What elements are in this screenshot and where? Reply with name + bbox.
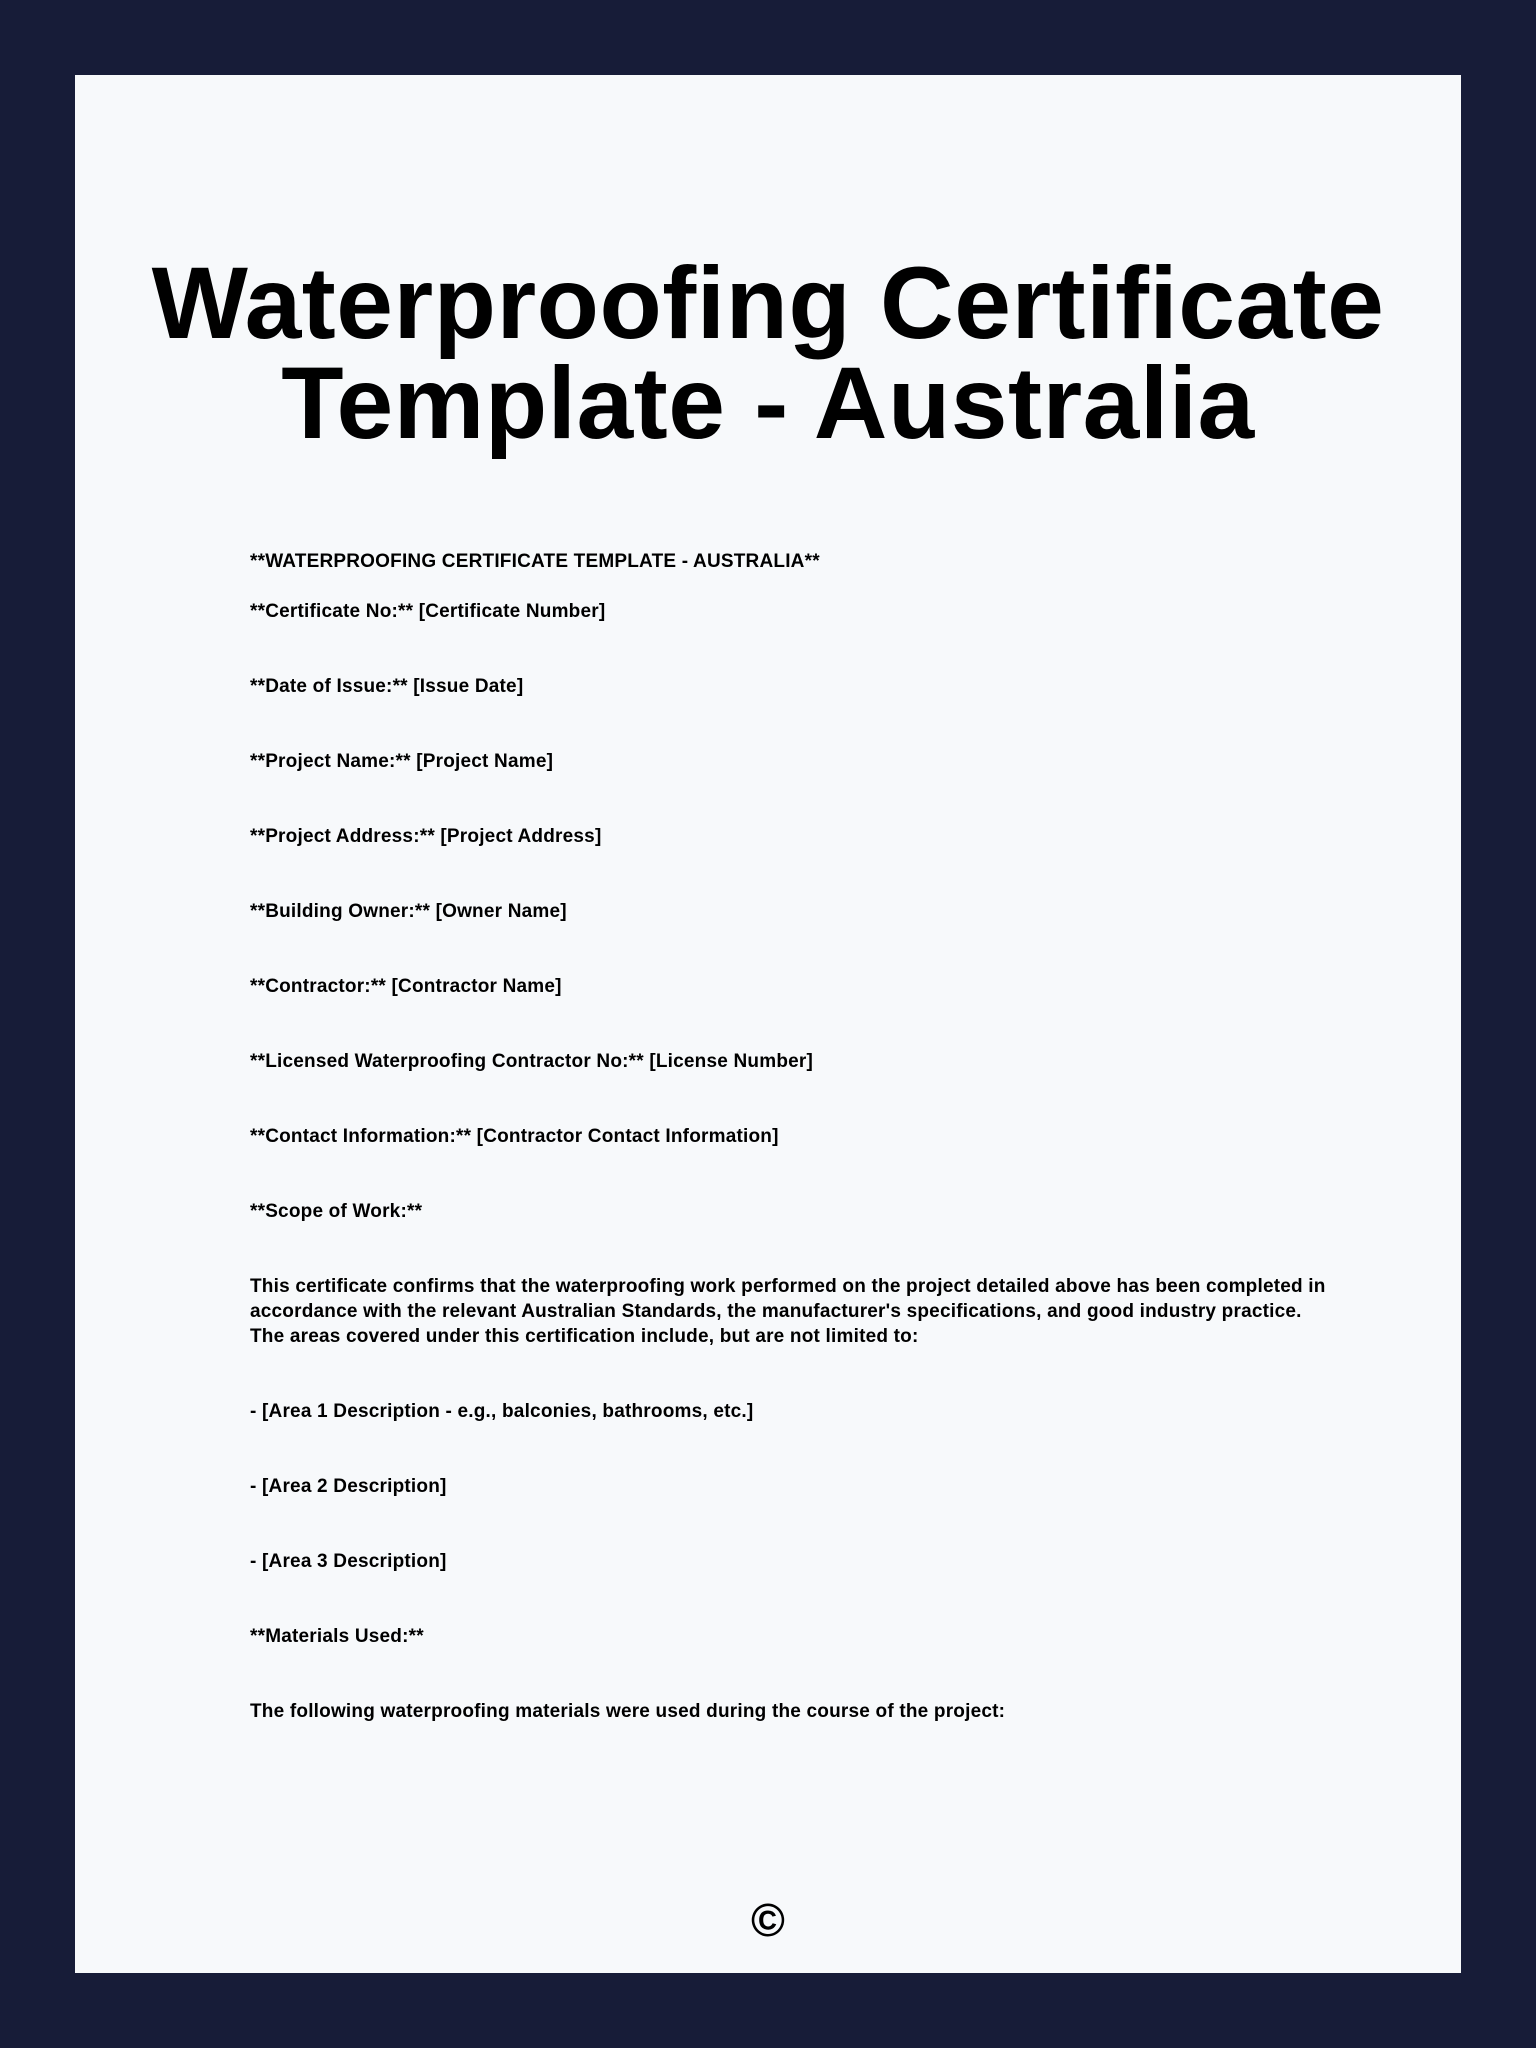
field-project-name: **Project Name:** [Project Name]	[250, 751, 554, 772]
title-line-1: Waterproofing Certificate	[151, 246, 1385, 360]
certificate-heading: **WATERPROOFING CERTIFICATE TEMPLATE - AUSTRALIA**	[250, 551, 820, 572]
field-contractor: **Contractor:** [Contractor Name]	[250, 976, 562, 997]
document-page	[75, 75, 1461, 1973]
field-building-owner: **Building Owner:** [Owner Name]	[250, 901, 567, 922]
certificate-body	[250, 549, 1330, 1724]
title-line-2: Template - Australia	[281, 346, 1255, 460]
field-contact-information: **Contact Information:** [Contractor Contact Information]	[250, 1126, 779, 1147]
scope-heading: **Scope of Work:**	[250, 1201, 423, 1222]
scope-paragraph: This certificate confirms that the waterproofing work performed on the project detailed above has been completed in accordance with the relevant Australian Standards, the manufacturer's specifications, and good industry practice. The areas covered under this certification include, but are not limited to:	[250, 1276, 1326, 1347]
field-date-of-issue: **Date of Issue:** [Issue Date]	[250, 676, 524, 697]
area-list-item: - [Area 2 Description]	[250, 1476, 447, 1497]
field-certificate-no: **Certificate No:** [Certificate Number]	[250, 601, 606, 622]
area-list-item: - [Area 3 Description]	[250, 1551, 447, 1572]
materials-heading: **Materials Used:**	[250, 1626, 424, 1647]
field-project-address: **Project Address:** [Project Address]	[250, 826, 602, 847]
copyright-icon: ©	[751, 1894, 785, 1946]
field-license-number: **Licensed Waterproofing Contractor No:** [License Number]	[250, 1051, 814, 1072]
materials-paragraph: The following waterproofing materials were used during the course of the project:	[250, 1701, 1006, 1722]
area-list-item: - [Area 1 Description - e.g., balconies, bathrooms, etc.]	[250, 1401, 754, 1422]
page-title	[75, 246, 1461, 460]
